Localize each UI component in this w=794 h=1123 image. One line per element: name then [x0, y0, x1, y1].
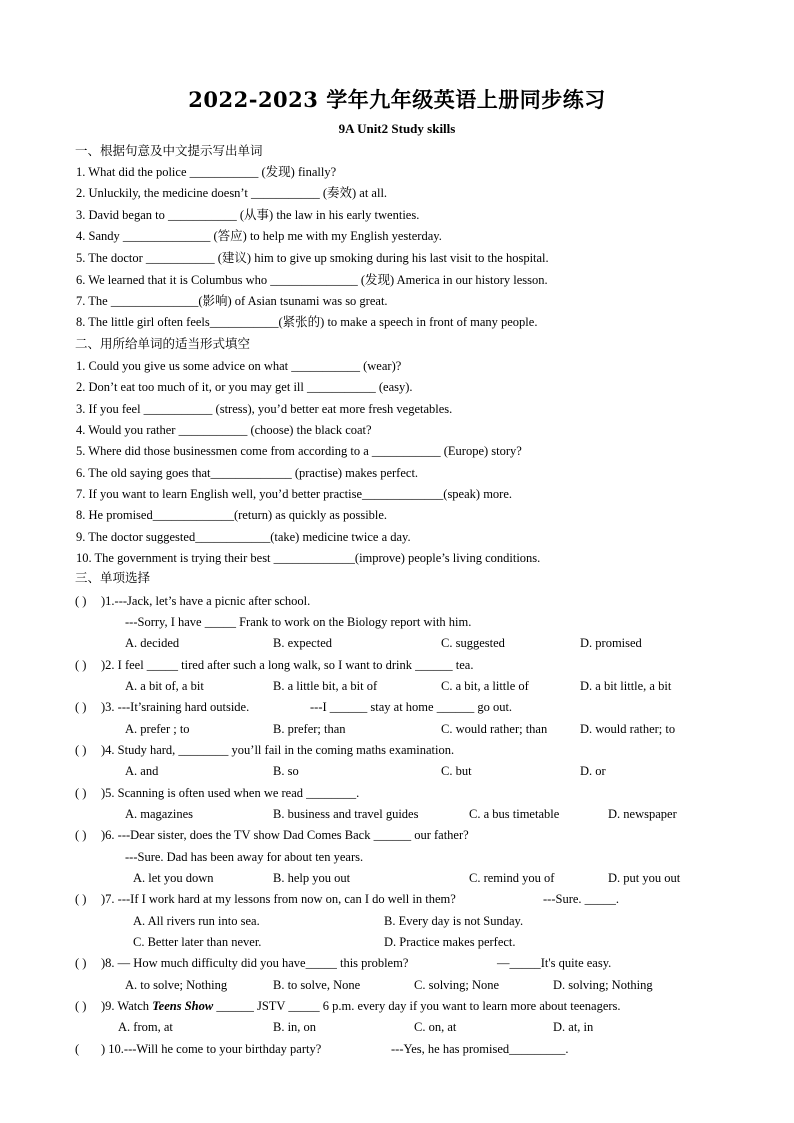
part2-item-2: 2. Don’t eat too much of it, or you may get ill ___________ (easy). [76, 380, 413, 394]
part2-item-9: 9. The doctor suggested____________(take) medicine twice a day. [76, 530, 411, 544]
q2-option-b[interactable]: B. a little bit, a bit of [273, 679, 378, 693]
q8-option-c[interactable]: C. solving; None [414, 978, 500, 992]
question-10-reply: ---Yes, he has promised_________. [391, 1042, 569, 1056]
q5-option-c[interactable]: C. a bus timetable [469, 807, 560, 821]
q6-option-b[interactable]: B. help you out [273, 871, 351, 885]
page-subtitle: 9A Unit2 Study skills [338, 121, 456, 136]
q5-option-b[interactable]: B. business and travel guides [273, 807, 419, 821]
answer-blank-8[interactable]: ( ) [75, 956, 87, 970]
question-1-text: )1.---Jack, let’s have a picnic after school. [101, 594, 311, 608]
q9-option-b[interactable]: B. in, on [273, 1020, 317, 1034]
q4-option-b[interactable]: B. so [273, 764, 299, 778]
q6-option-a[interactable]: A. let you down [133, 871, 214, 885]
question-1-reply: ---Sorry, I have _____ Frank to work on the Biology report with him. [125, 615, 472, 629]
q4-option-a[interactable]: A. and [125, 764, 159, 778]
answer-blank-3[interactable]: ( ) [75, 700, 87, 714]
q8-option-d[interactable]: D. solving; Nothing [553, 978, 653, 992]
question-8-reply: —_____It's quite easy. [497, 956, 612, 970]
question-3-text: )3. ---It’sraining hard outside. [101, 700, 250, 714]
q3-option-b[interactable]: B. prefer; than [273, 722, 346, 736]
q7-option-a[interactable]: A. All rivers run into sea. [133, 914, 260, 928]
q8-option-b[interactable]: B. to solve, None [273, 978, 361, 992]
question-5-text: )5. Scanning is often used when we read ________. [101, 786, 360, 800]
question-7-text: )7. ---If I work hard at my lessons from now on, can I do well in them? [101, 892, 456, 906]
section-heading-1: 一、根据句意及中文提示写出单词 [75, 143, 263, 158]
question-3-reply: ---I ______ stay at home ______ go out. [310, 700, 513, 714]
answer-blank-6[interactable]: ( ) [75, 828, 87, 842]
q6-option-d[interactable]: D. put you out [608, 871, 681, 885]
answer-blank-5[interactable]: ( ) [75, 786, 87, 800]
section-heading-2: 二、用所给单词的适当形式填空 [75, 336, 251, 351]
question-2-text: )2. I feel _____ tired after such a long walk, so I want to drink ______ tea. [101, 658, 474, 672]
q5-option-d[interactable]: D. newspaper [608, 807, 677, 821]
part2-item-7: 7. If you want to learn English well, you’d better practise_____________(speak) more. [76, 487, 512, 501]
q2-option-a[interactable]: A. a bit of, a bit [125, 679, 204, 693]
q4-option-d[interactable]: D. or [580, 764, 606, 778]
part1-item-2: 2. Unluckily, the medicine doesn’t ___________ (奏效) at all. [76, 186, 388, 200]
q8-option-a[interactable]: A. to solve; Nothing [125, 978, 228, 992]
part2-item-8: 8. He promised_____________(return) as quickly as possible. [76, 508, 388, 522]
part2-item-5: 5. Where did those businessmen come from according to a ___________ (Europe) story? [76, 444, 522, 458]
question-7-reply: ---Sure. _____. [543, 892, 620, 906]
q3-option-a[interactable]: A. prefer ; to [125, 722, 190, 736]
answer-blank-9[interactable]: ( ) [75, 999, 87, 1013]
q2-option-d[interactable]: D. a bit little, a bit [580, 679, 672, 693]
q2-option-c[interactable]: C. a bit, a little of [441, 679, 529, 693]
q6-option-c[interactable]: C. remind you of [469, 871, 555, 885]
q5-option-a[interactable]: A. magazines [125, 807, 194, 821]
question-9-prefix: )9. Watch [101, 999, 153, 1013]
part2-item-6: 6. The old saying goes that_____________ (practise) makes perfect. [76, 466, 419, 480]
answer-blank-2[interactable]: ( ) [75, 658, 87, 672]
part2-item-1: 1. Could you give us some advice on what ___________ (wear)? [76, 359, 402, 373]
question-6-reply: ---Sure. Dad has been away for about ten years. [125, 850, 364, 864]
part1-item-7: 7. The ______________(影响) of Asian tsunami was so great. [76, 294, 388, 308]
question-6-text: )6. ---Dear sister, does the TV show Dad Comes Back ______ our father? [101, 828, 469, 842]
question-9-suffix: ______ JSTV _____ 6 p.m. every day if you want to learn more about teenagers. [213, 999, 621, 1013]
q3-option-c[interactable]: C. would rather; than [441, 722, 548, 736]
q1-option-b[interactable]: B. expected [273, 636, 333, 650]
question-8-text: )8. — How much difficulty did you have_____ this problem? [101, 956, 409, 970]
q4-option-c[interactable]: C. but [441, 764, 472, 778]
question-4-text: )4. Study hard, ________ you’ll fail in the coming maths examination. [101, 743, 455, 757]
answer-blank-1[interactable]: ( ) [75, 594, 87, 608]
q7-option-c[interactable]: C. Better later than never. [133, 935, 262, 949]
answer-blank-4[interactable]: ( ) [75, 743, 87, 757]
q7-option-b[interactable]: B. Every day is not Sunday. [384, 914, 524, 928]
answer-blank-7[interactable]: ( ) [75, 892, 87, 906]
show-title: Teens Show [152, 999, 214, 1013]
q9-option-c[interactable]: C. on, at [414, 1020, 457, 1034]
q3-option-d[interactable]: D. would rather; to [580, 722, 676, 736]
part2-item-3: 3. If you feel ___________ (stress), you’d better eat more fresh vegetables. [76, 402, 453, 416]
q9-option-a[interactable]: A. from, at [118, 1020, 173, 1034]
part2-item-4: 4. Would you rather ___________ (choose) the black coat? [76, 423, 372, 437]
q1-option-a[interactable]: A. decided [125, 636, 180, 650]
part1-item-6: 6. We learned that it is Columbus who ______________ (发现) America in our history lesson. [76, 273, 548, 287]
page-title: 2022-2023 学年九年级英语上册同步练习 [188, 87, 606, 112]
q7-option-d[interactable]: D. Practice makes perfect. [384, 935, 516, 949]
question-10-text: ) 10.---Will he come to your birthday party? [101, 1042, 322, 1056]
part1-item-5: 5. The doctor ___________ (建议) him to give up smoking during his last visit to the hospital. [76, 251, 549, 265]
part1-item-8: 8. The little girl often feels___________(紧张的) to make a speech in front of many people. [76, 315, 538, 329]
q1-option-c[interactable]: C. suggested [441, 636, 505, 650]
part1-item-3: 3. David began to ___________ (从事) the law in his early twenties. [76, 208, 420, 222]
section-heading-3: 三、单项选择 [75, 570, 151, 585]
answer-blank-10[interactable]: ( [75, 1042, 80, 1056]
part2-item-10: 10. The government is trying their best _____________(improve) people’s living conditions. [76, 551, 541, 565]
q1-option-d[interactable]: D. promised [580, 636, 642, 650]
part1-item-1: 1. What did the police ___________ (发现) finally? [76, 165, 337, 179]
question-9-text [101, 998, 621, 1014]
part1-item-4: 4. Sandy ______________ (答应) to help me with my English yesterday. [76, 229, 442, 243]
q9-option-d[interactable]: D. at, in [553, 1020, 594, 1034]
